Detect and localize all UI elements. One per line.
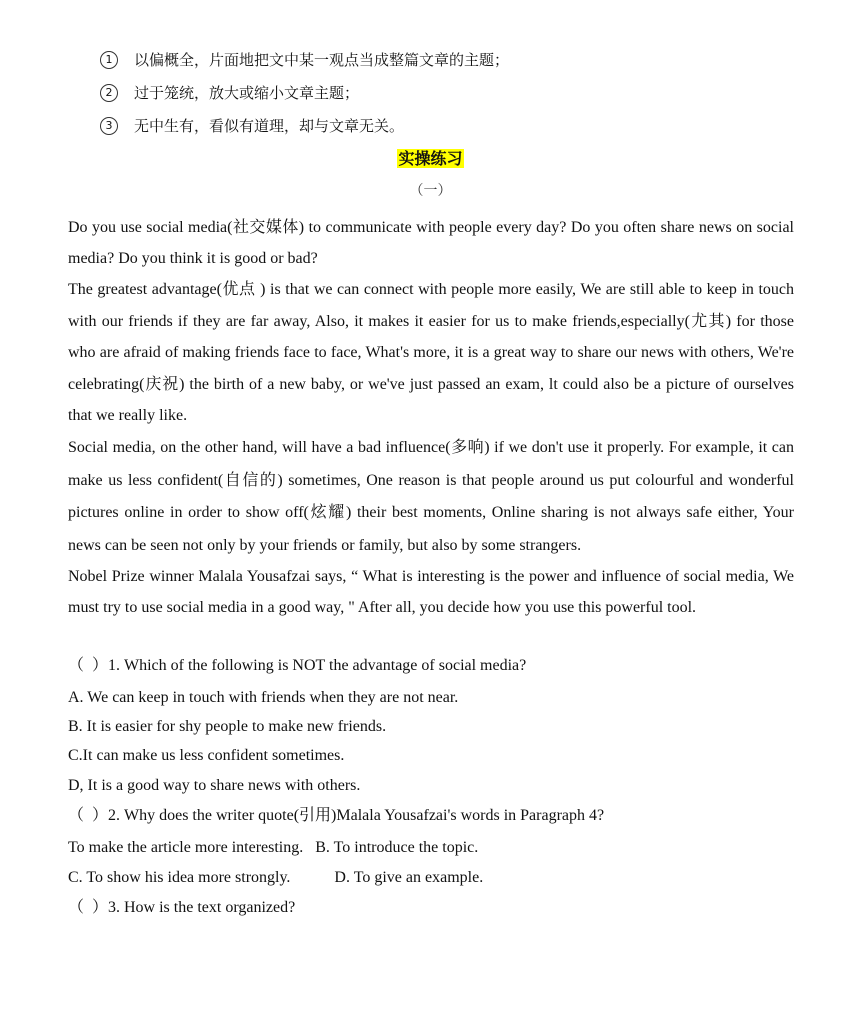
numbered-point xyxy=(100,50,509,70)
paragraph-4: Nobel Prize winner Malala Yousafzai says, “ What is interesting is the power and influence of social media, We must try to use social media in a good way, " After all, you decide how you use this powerful tool. xyxy=(68,568,794,616)
paragraph-2: The greatest advantage(优点 ) is that we can connect with people more easily, We are still able to keep in touch with our friends if they are far away, Also, it makes it easier for us to make friends,especially(尤其) for those who are afraid of making friends face to face, What's more, it is a great way to share our news with others, We're celebrating(庆祝) the birth of a new baby, or we've just passed an exam, lt could also be a picture of ourselves that we really like. xyxy=(68,281,794,424)
section-heading xyxy=(0,148,861,170)
question-2: （ ）2. Why does the writer quote(引用)Malala Yousafzai's words in Paragraph 4? xyxy=(68,807,605,824)
options-2ab: To make the article more interesting. B. To introduce the topic. xyxy=(68,839,479,856)
section-subheading: （一） xyxy=(409,183,452,199)
options-2cd: C. To show his idea more strongly. D. To give an example. xyxy=(68,869,484,886)
paragraph-1: Do you use social media(社交媒体) to communicate with people every day? Do you often share news on social media? Do you think it is good or bad? xyxy=(68,219,794,267)
circled-number: 1 xyxy=(100,51,118,69)
point-text: 以偏概全，片面地把文中某一观点当成整篇文章的主题； xyxy=(134,51,510,69)
numbered-point xyxy=(100,83,359,103)
point-text: 过于笼统，放大或缩小文章主题； xyxy=(134,84,360,102)
option-1b: B. It is easier for shy people to make new friends. xyxy=(68,718,387,735)
circled-number: 3 xyxy=(100,117,118,135)
option-1a: A. We can keep in touch with friends when they are not near. xyxy=(68,689,459,706)
option-1c: C.It can make us less confident sometimes. xyxy=(68,747,345,764)
option-1d: D, It is a good way to share news with others. xyxy=(68,777,361,794)
paragraph-3: Social media, on the other hand, will have a bad influence(多响) if we don't use it properly. For example, it can make us less confident(自信的) sometimes, One reason is that people around us put colourful and wonderful pictures online in order to show off(炫耀) their best moments, Online sharing is not always safe either, Your news can be seen not only by your friends or family, but also by some strangers. xyxy=(68,439,794,554)
numbered-point xyxy=(100,116,404,136)
question-1: （ ）1. Which of the following is NOT the advantage of social media? xyxy=(68,657,527,674)
highlighted-heading-text: 实操练习 xyxy=(398,149,463,168)
question-3: （ ）3. How is the text organized? xyxy=(68,899,296,916)
circled-number: 2 xyxy=(100,84,118,102)
point-text: 无中生有，看似有道理，却与文章无关。 xyxy=(134,117,405,135)
